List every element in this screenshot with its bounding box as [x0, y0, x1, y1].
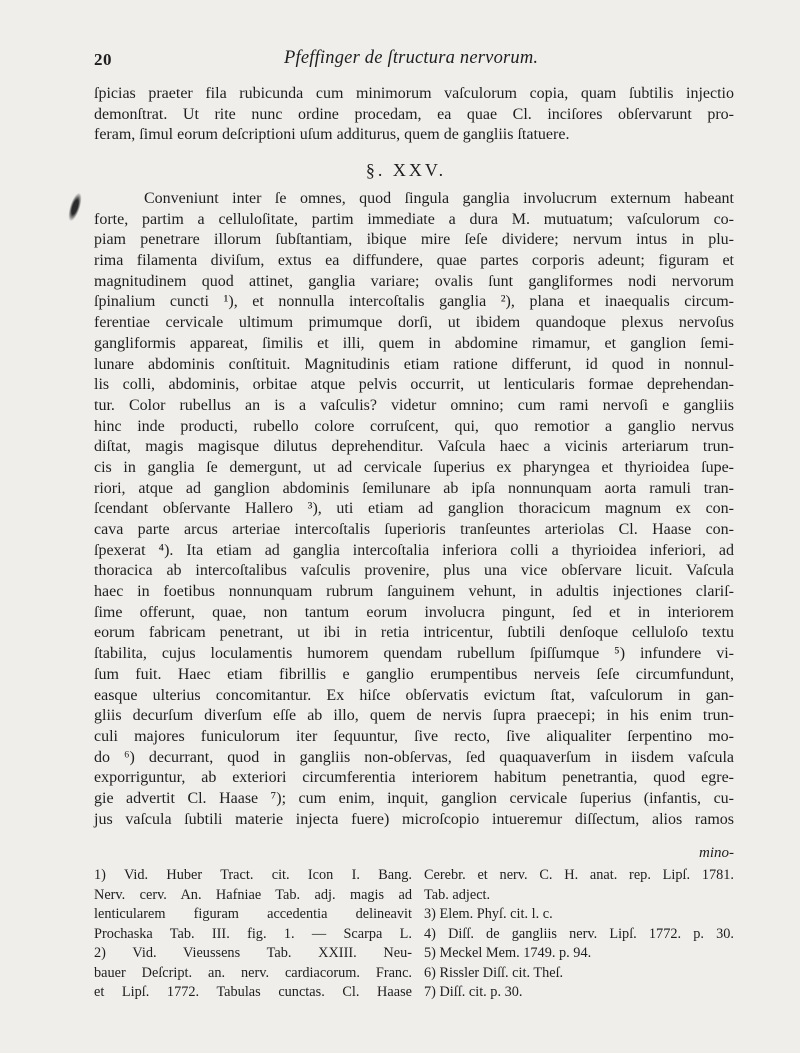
section-paragraph	[94, 189, 734, 830]
text-line: ſum fuit. Haec etiam fibrillis e ganglio erumpentibus nerveis ſeſe circumfundunt,	[94, 665, 734, 683]
text-line: demonſtrat. Ut rite nunc ordine procedam, ea quae Cl. inciſores obſervarunt pro-	[94, 105, 734, 123]
text-line: ſtabilita, cujus loculamentis humorem quendam rubellum ſpiſſumque ⁵) infundere vi-	[94, 645, 734, 663]
catchword: mino-	[699, 845, 734, 861]
text-line: easque ulterius concomitantur. Ex hiſce obſervatis evictum ſtat, vaſculorum in gan-	[94, 686, 734, 704]
footnote-line: Cerebr. et nerv. C. H. anat. rep. Lipſ. 1781.	[424, 867, 734, 883]
text-line: culi majores funiculorum iter ſequuntur, ſive recto, ſive aliqualiter ſerpentino mo-	[94, 727, 734, 745]
text-line: gie advertit Cl. Haase ⁷); cum enim, inquit, ganglion cervicale ſuperius (infantis, cu-	[94, 789, 734, 807]
footnote-line: bauer Deſcript. an. nerv. cardiacorum. Franc.	[94, 964, 412, 981]
footnote-line: 4) Diſſ. de gangliis nerv. Lipſ. 1772. p. 30.	[424, 925, 734, 942]
text-line: ſcendant obſervante Hallero ³), uti etiam ad ganglion thoracicum magnum ex con-	[94, 500, 734, 518]
text-line: tur. Color rubellus an is a vaſculis? videtur omnino; cum rami nervoſi e gangliis	[94, 396, 734, 414]
footnotes-right-column	[424, 866, 734, 1003]
footnote-line: 1) Vid. Huber Tract. cit. Icon I. Bang.	[94, 867, 412, 883]
footnote-line: Nerv. cerv. An. Hafniae Tab. adj. magis ad	[94, 886, 412, 903]
footnote-line: 2) Vid. Vieussens Tab. XXIII. Neu-	[94, 945, 412, 961]
text-line: ſpicias praeter fila rubicunda cum minimorum vaſculorum copia, quam ſubtilis injectio	[94, 85, 734, 102]
text-line: hinc inde producti, rubello colore corruſcent, qui, quo remotior a ganglio nervus	[94, 417, 734, 435]
text-line: gliis decurſum diverſum eſſe ab illo, quem de nervis ſupra praecepi; in his enim trun-	[94, 707, 734, 725]
text-line: magnitudinem quod attinet, ganglia variare; ovalis ſunt gangliformes nodi nervorum	[94, 272, 734, 290]
footnote-line: lenticularem figuram accedentia delineavit	[94, 906, 412, 922]
text-line: Conveniunt inter ſe omnes, quod ſingula ganglia involucrum externum habeant	[144, 190, 734, 207]
text-line: ſpexerat ⁴). Ita etiam ad ganglia intercoſtalia inferiora colli a thyrioidea inferiori, ad	[94, 541, 734, 559]
footnote-line: 5) Meckel Mem. 1749. p. 94.	[424, 945, 592, 961]
page-number: 20	[94, 50, 112, 69]
text-line: piam penetrare illorum ſubſtantiam, ibique mire ſeſe dividere; nervum intus in plu-	[94, 231, 734, 249]
ink-smudge	[66, 191, 85, 223]
page-header	[94, 50, 734, 74]
text-line: rima filamenta diviſum, extus ea diffundere, quae partes corporis adeunt; figuram et	[94, 252, 734, 270]
section-heading: §. XXV.	[365, 160, 447, 180]
text-line: lis colli, abdominis, orbitae atque pelvis occurrit, ut lenticularis formae deprehendan-	[94, 376, 734, 394]
text-line: thoracica ab intercoſtalibus vaſculis provenire, plus una vice obſervare licuit. Vaſcula	[94, 562, 734, 580]
text-line: gangliformis appareat, ſimilis et illi, quem in abdomine rimamur, et ganglion ſemi-	[94, 334, 734, 352]
footnote-line: et Lipſ. 1772. Tabulas cunctas. Cl. Haase	[94, 984, 412, 1000]
text-line: diſtat, magis magisque dilutus deprehenditur. Vaſcula haec a vicinis arteriarum trun-	[94, 438, 734, 456]
running-title: Pfeffinger de ſtructura nervorum.	[284, 48, 539, 68]
text-line: ſpinalium cuncti ¹), et nonnulla intercoſtalis ganglia ²), plana et inaequalis circum-	[94, 293, 734, 311]
text-line: riori, atque ad ganglion abdominis ſemilunare ab ipſa nonnunquam aorta ramuli tran-	[94, 479, 734, 497]
text-line: lunare abdominis conſtituit. Magnitudinis etiam ratione differunt, id quod in nonnul-	[94, 355, 734, 373]
text-line: exporriguntur, ab exteriori circumferentia interiorem habitum penetrantia, quod egre-	[94, 769, 734, 787]
text-line: cava parte arcus arteriae intercoſtalis ſuperioris tranſeuntes arteriolas Cl. Haase con-	[94, 521, 734, 538]
text-line: cis in ganglia ſe demergunt, ut ad cervicale ſuperius ex pharyngea et thyrioidea ſupe-	[94, 458, 734, 476]
text-line: do ⁶) decurrant, quod in gangliis non-obſervas, ſed quaquaverſum in iisdem vaſcula	[94, 748, 734, 766]
text-line: ſime offerunt, quae, non tantum eorum involucra pingunt, ſed et in interiorem	[94, 603, 734, 621]
footnote-line: Prochaska Tab. III. fig. 1. — Scarpa L.	[94, 925, 412, 942]
text-line: forte, partim a celluloſitate, partim immediate a dura M. mutuatum; vaſculorum co-	[94, 210, 734, 228]
text-line: feram, ſimul eorum deſcriptioni uſum additurus, quem de gangliis ſtatuere.	[94, 126, 570, 144]
text-line: haec in foetibus nonnunquam rubrum ſanguinem vehunt, in adultis injectiones clariſ-	[94, 583, 734, 601]
footnote-line: 7) Diſſ. cit. p. 30.	[424, 984, 523, 1000]
text-line: jus vaſcula ſubtili materie injecta fuere) microſcopio intueremur diſſectum, alios ramos	[94, 810, 734, 828]
footnote-line: Tab. adject.	[424, 886, 491, 903]
footnotes-left-column	[94, 866, 412, 1003]
footnote-line: 6) Rissler Diſſ. cit. Theſ.	[424, 964, 564, 981]
footnote-line: 3) Elem. Phyſ. cit. l. c.	[424, 906, 553, 922]
intro-paragraph	[94, 84, 734, 146]
text-line: ferentiae cervicale ultimum primumque dorſi, ut ibidem quandoque plexus nervoſus	[94, 314, 734, 332]
text-line: eorum fabricam penetrant, ut ibi in retia intricentur, ſubtili denſoque celluloſo textu	[94, 624, 734, 642]
